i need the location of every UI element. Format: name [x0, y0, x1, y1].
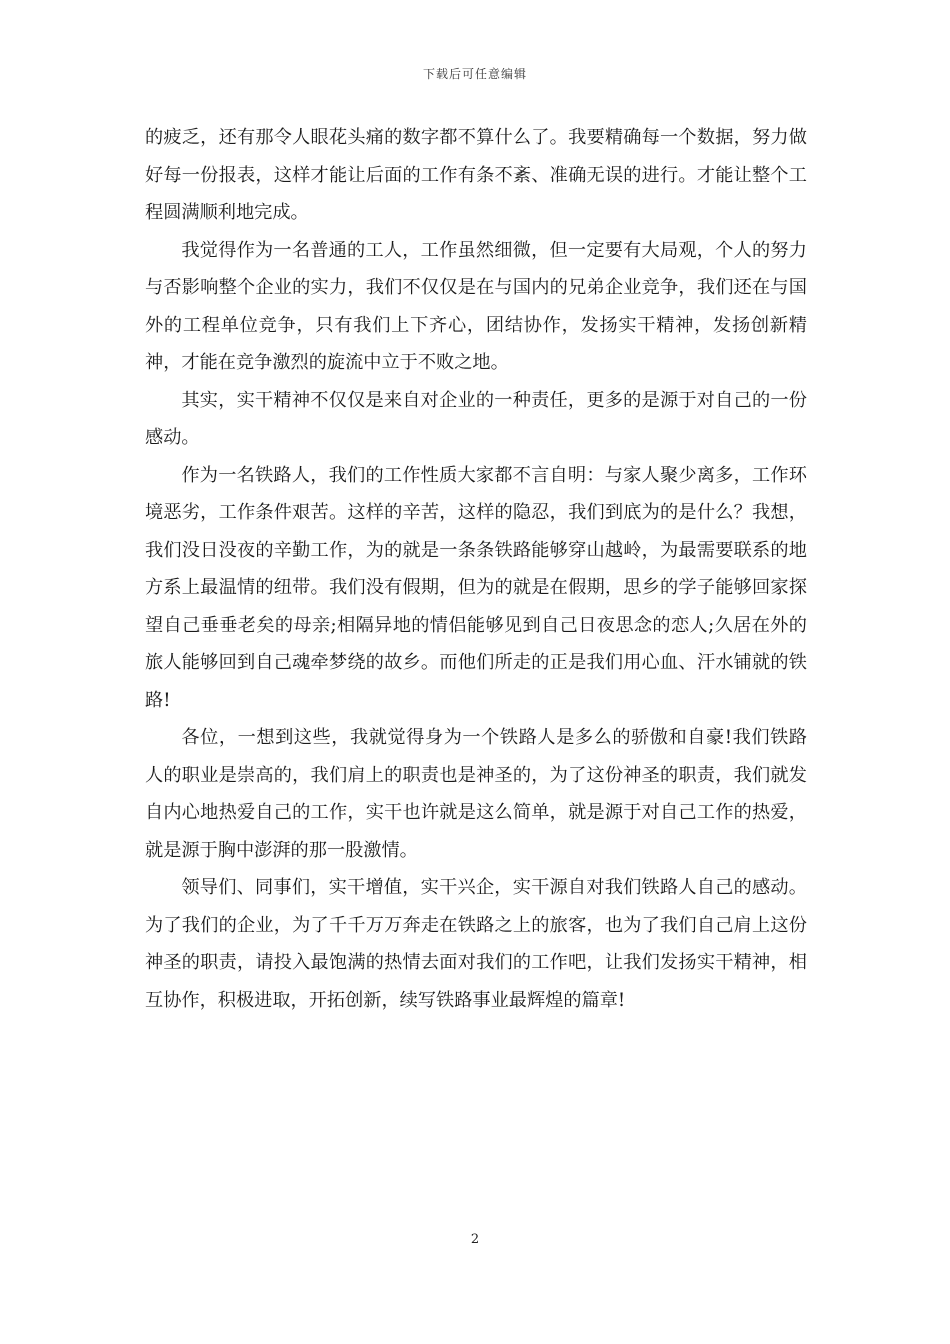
paragraph-1: 的疲乏，还有那令人眼花头痛的数字都不算什么了。我要精确每一个数据，努力做好每一份报表，这样才能让后面的工作有条不紊、准确无误的进行。才能让整个工程圆满顺利地完成。 [145, 127, 807, 223]
page-header: 下载后可任意编辑 [422, 67, 527, 81]
paragraph-5: 各位，一想到这些，我就觉得身为一个铁路人是多么的骄傲和自豪!我们铁路人的职业是崇高的，我们肩上的职责也是神圣的，为了这份神圣的职责，我们就发自内心地热爱自己的工作，实干也许就是这么简单，就是源于对自己工作的热爱，就是源于胸中澎湃的那一股激情。 [145, 727, 807, 861]
paragraph-6: 领导们、同事们，实干增值，实干兴企，实干源自对我们铁路人自己的感动。为了我们的企业，为了千千万万奔走在铁路之上的旅客，也为了我们自己肩上这份神圣的职责，请投入最饱满的热情去面对我们的工作吧，让我们发扬实干精神，相互协作，积极进取，开拓创新，续写铁路事业最辉煌的篇章! [145, 877, 807, 1011]
paragraph-4: 作为一名铁路人，我们的工作性质大家都不言自明：与家人聚少离多，工作环境恶劣，工作条件艰苦。这样的辛苦，这样的隐忍，我们到底为的是什么？我想，我们没日没夜的辛勤工作，为的就是一条条铁路能够穿山越岭，为最需要联系的地方系上最温情的纽带。我们没有假期，但为的就是在假期，思乡的学子能够回家探望自己垂垂老矣的母亲;相隔异地的情侣能够见到自己日夜思念的恋人;久居在外的旅人能够回到自己魂牵梦绕的故乡。而他们所走的正是我们用心血、汗水铺就的铁路! [145, 464, 807, 711]
paragraph-2: 我觉得作为一名普通的工人，工作虽然细微，但一定要有大局观，个人的努力与否影响整个企业的实力，我们不仅仅是在与国内的兄弟企业竞争，我们还在与国外的工程单位竞争，只有我们上下齐心，团结协作，发扬实干精神，发扬创新精神，才能在竞争激烈的旋流中立于不败之地。 [145, 239, 807, 373]
paragraph-3: 其实，实干精神不仅仅是来自对企业的一种责任，更多的是源于对自己的一份感动。 [145, 389, 807, 448]
document-body [145, 119, 807, 1019]
page-number: 2 [470, 1232, 480, 1247]
